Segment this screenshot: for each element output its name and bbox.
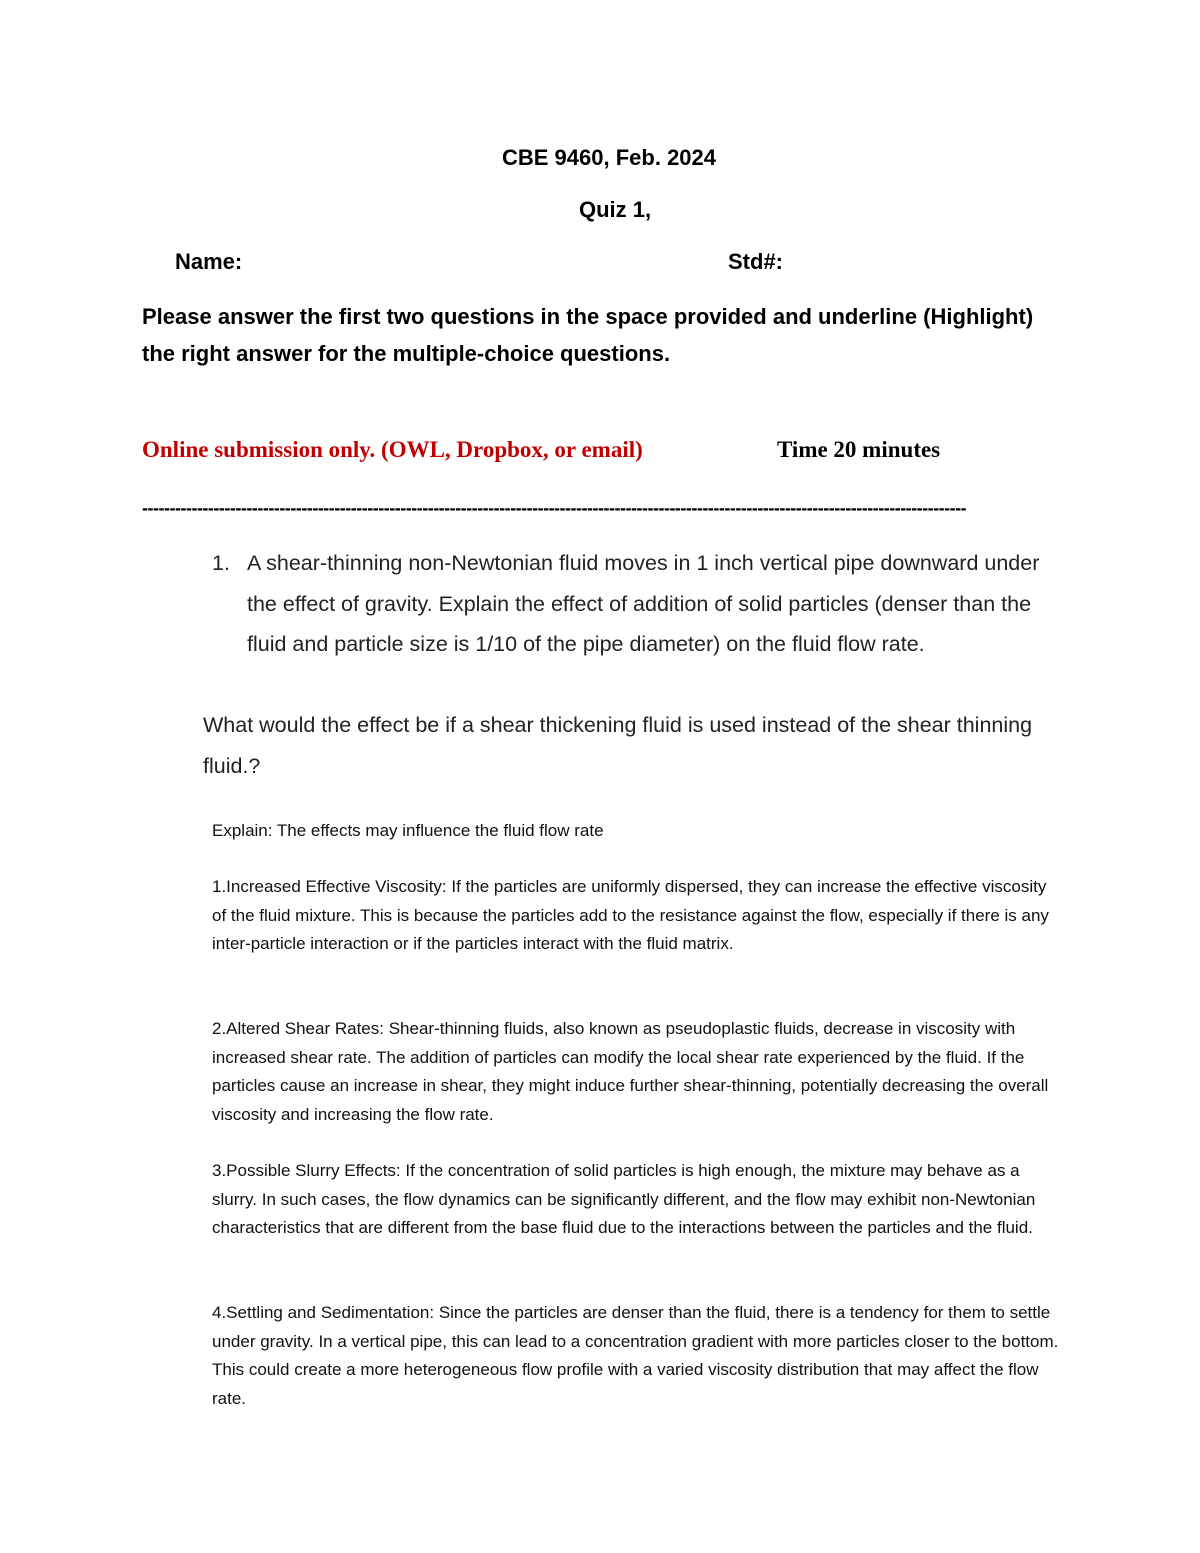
name-label: Name:	[175, 249, 243, 274]
quiz-title: Quiz 1,	[579, 197, 652, 222]
student-number-label: Std#:	[728, 249, 783, 274]
question-followup: What would the effect be if a shear thickening fluid is used instead of the shear thinning fluid.?	[203, 713, 1033, 778]
submission-note: Online submission only. (OWL, Dropbox, or email)	[142, 437, 643, 462]
instructions: Please answer the first two questions in the space provided and underline (Highlight) the right answer for the multiple-choice questions.	[142, 304, 1034, 366]
answer-point-2: 2.Altered Shear Rates: Shear-thinning fluids, also known as pseudoplastic fluids, decrease in viscosity with increased shear rate. The addition of particles can modify the local shear rate experienced by the fluid. If the particles cause an increase in shear, they might induce further shear-thinning, potentially decreasing the overall viscosity and increasing the flow rate.	[212, 1019, 1049, 1124]
course-title: CBE 9460, Feb. 2024	[502, 145, 717, 170]
answer-point-4: 4.Settling and Sedimentation: Since the particles are denser than the fluid, there is a tendency for them to settle under gravity. In a vertical pipe, this can lead to a concentration gradient with more particles closer to the bottom. This could create a more heterogeneous flow profile with a varied viscosity distribution that may affect the flow rate.	[212, 1303, 1059, 1408]
answer-intro: Explain: The effects may influence the fluid flow rate	[212, 821, 604, 840]
answer-point-1: 1.Increased Effective Viscosity: If the particles are uniformly dispersed, they can increase the effective viscosity of the fluid mixture. This is because the particles add to the resistance against the flow, especially if there is any inter-particle interaction or if the particles interact with the fluid matrix.	[212, 877, 1049, 953]
separator-line: ------------------------------------------------------------------------------------------------------------------------------------------------------	[142, 498, 967, 518]
question-text: A shear-thinning non-Newtonian fluid moves in 1 inch vertical pipe downward under the effect of gravity. Explain the effect of addition of solid particles (denser than the fluid and particle size is 1/10 of the pipe diameter) on the fluid flow rate.	[247, 551, 1040, 657]
time-limit: Time 20 minutes	[777, 437, 941, 462]
question-number: 1.	[212, 551, 230, 575]
answer-point-3: 3.Possible Slurry Effects: If the concentration of solid particles is high enough, the mixture may behave as a slurry. In such cases, the flow dynamics can be significantly different, and the flow may exhibit non-Newtonian characteristics that are different from the base fluid due to the interactions between the particles and the fluid.	[212, 1161, 1036, 1237]
